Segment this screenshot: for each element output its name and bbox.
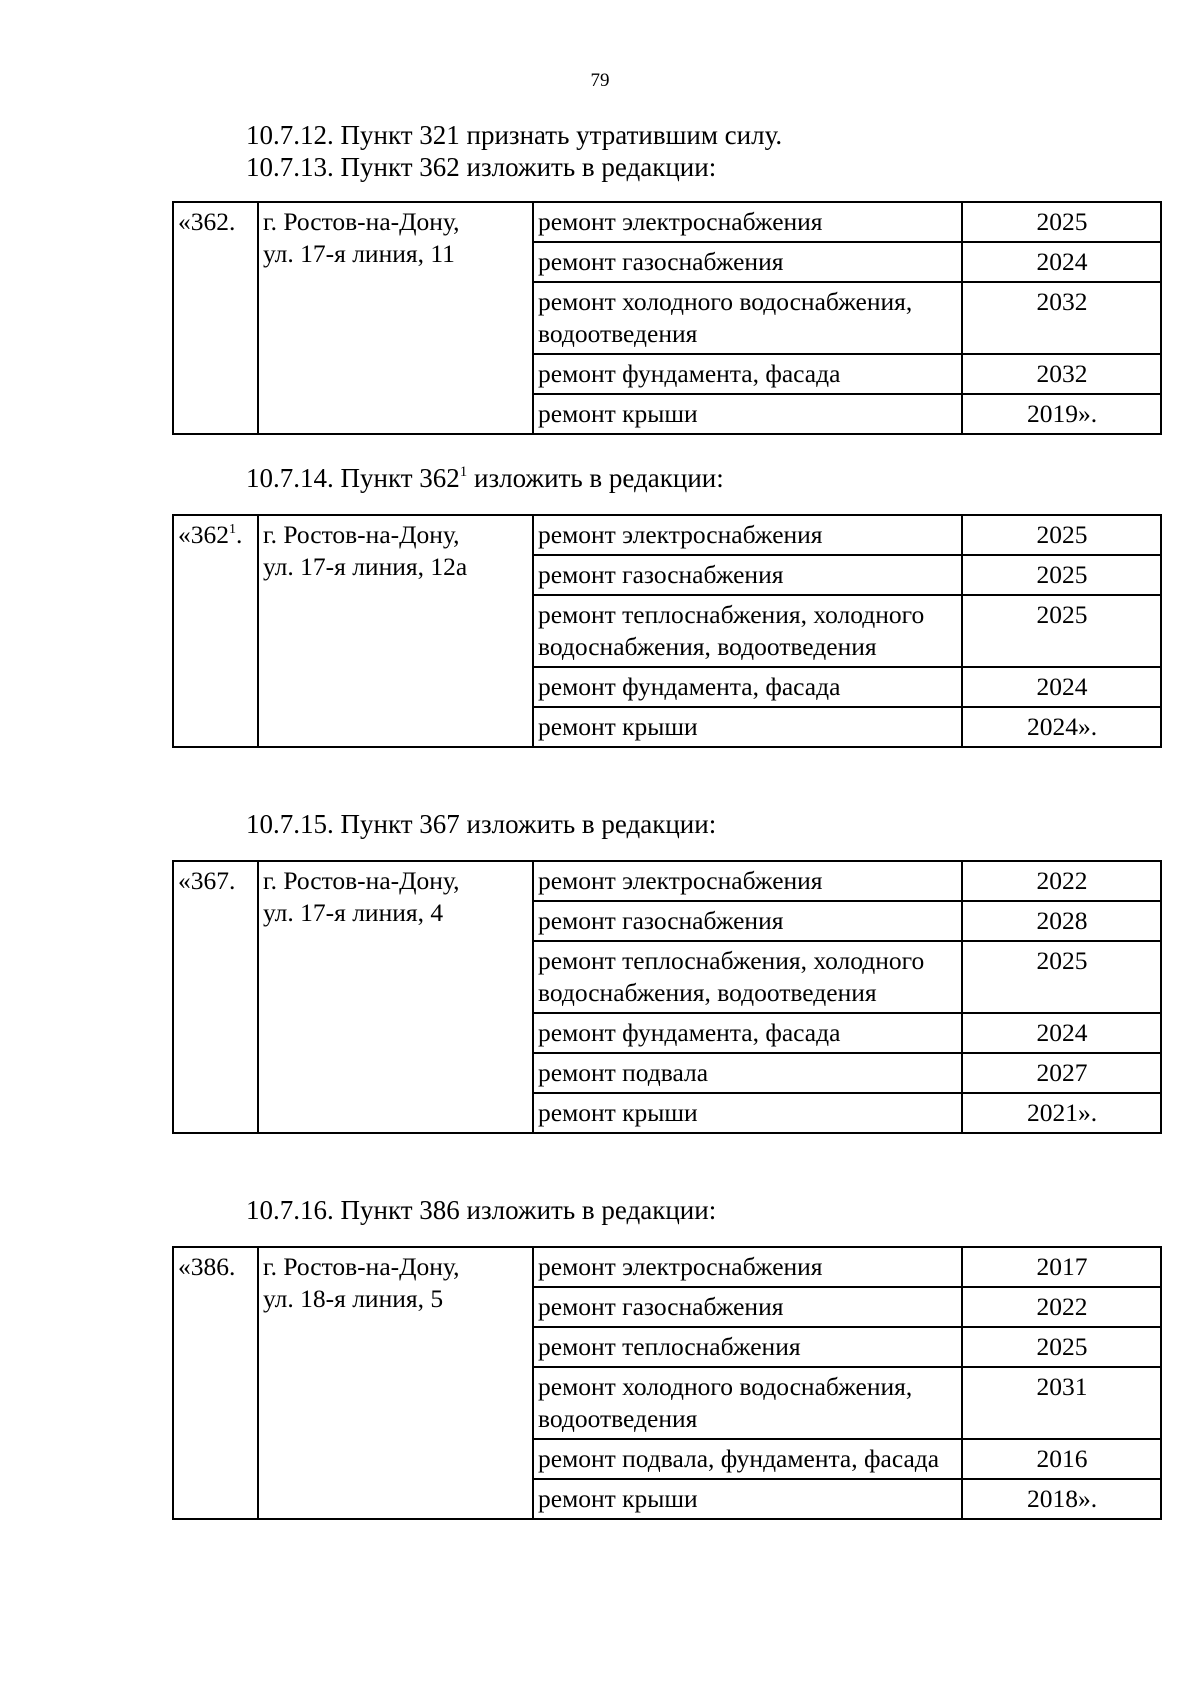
address-city: г. Ростов-на-Дону, [263,207,460,236]
item-table-386 [172,1246,1162,1520]
year-cell: 2025 [962,1327,1161,1367]
work-type-cell: ремонт электроснабжения [533,515,962,555]
year-cell: 2025 [962,595,1161,667]
item-number-cell [173,202,258,434]
work-type-cell: ремонт теплоснабжения, холодного водоснабжения, водоотведения [533,595,962,667]
work-type-cell: ремонт газоснабжения [533,555,962,595]
address-cell [258,515,533,747]
year-cell: 2025 [962,202,1161,242]
item-number-cell [173,515,258,747]
year-cell: 2032 [962,282,1161,354]
item-table-362 [172,201,1162,435]
work-type-cell: ремонт крыши [533,1479,962,1519]
year-cell: 2019». [962,394,1161,434]
work-type-cell: ремонт крыши [533,394,962,434]
address-city: г. Ростов-на-Дону, [263,1252,460,1281]
address-street: ул. 17-я линия, 12а [263,552,468,581]
work-type-cell: ремонт крыши [533,1093,962,1133]
year-cell: 2028 [962,901,1161,941]
work-type-cell: ремонт электроснабжения [533,1247,962,1287]
address-cell [258,1247,533,1519]
address-cell [258,202,533,434]
work-type-cell: ремонт фундамента, фасада [533,1013,962,1053]
item-number: «362. [178,207,236,236]
year-cell: 2032 [962,354,1161,394]
paragraph-10-7-13: 10.7.13. Пункт 362 изложить в редакции: [246,152,717,182]
work-type-cell: ремонт теплоснабжения, холодного водоснабжения, водоотведения [533,941,962,1013]
item-number-superscript: 1 [229,522,236,537]
work-type-cell: ремонт газоснабжения [533,1287,962,1327]
paragraph-10-7-16: 10.7.16. Пункт 386 изложить в редакции: [246,1195,717,1225]
year-cell: 2022 [962,1287,1161,1327]
work-type-cell: ремонт фундамента, фасада [533,354,962,394]
address-city: г. Ростов-на-Дону, [263,520,460,549]
work-type-cell: ремонт электроснабжения [533,861,962,901]
year-cell: 2022 [962,861,1161,901]
address-cell [258,861,533,1133]
page-number: 79 [590,70,610,91]
year-cell: 2024 [962,242,1161,282]
superscript: 1 [459,464,468,480]
year-cell: 2017 [962,1247,1161,1287]
work-type-cell: ремонт газоснабжения [533,242,962,282]
item-number-suffix: . [236,520,243,549]
year-cell: 2016 [962,1439,1161,1479]
year-cell: 2031 [962,1367,1161,1439]
work-type-cell: ремонт подвала, фундамента, фасада [533,1439,962,1479]
table-row [173,861,1161,901]
item-number-cell [173,1247,258,1519]
address-street: ул. 17-я линия, 4 [263,898,444,927]
address-street: ул. 18-я линия, 5 [263,1284,444,1313]
year-cell: 2024». [962,707,1161,747]
paragraph-text: изложить в редакции: [467,463,724,493]
work-type-cell: ремонт теплоснабжения [533,1327,962,1367]
table-row [173,515,1161,555]
paragraph-10-7-15: 10.7.15. Пункт 367 изложить в редакции: [246,809,717,839]
paragraph-10-7-12: 10.7.12. Пункт 321 признать утратившим силу. [246,120,783,150]
address-street: ул. 17-я линия, 11 [263,239,455,268]
year-cell: 2025 [962,941,1161,1013]
table-row [173,202,1161,242]
item-number: «386. [178,1252,236,1281]
work-type-cell: ремонт крыши [533,707,962,747]
paragraph-10-7-14 [246,462,724,494]
work-type-cell: ремонт электроснабжения [533,202,962,242]
item-number: «367. [178,866,236,895]
year-cell: 2025 [962,515,1161,555]
item-table-367 [172,860,1162,1134]
work-type-cell: ремонт фундамента, фасада [533,667,962,707]
year-cell: 2025 [962,555,1161,595]
year-cell: 2021». [962,1093,1161,1133]
item-number-cell [173,861,258,1133]
item-table-362-1 [172,514,1162,748]
year-cell: 2018». [962,1479,1161,1519]
item-number: «362 [178,520,229,549]
year-cell: 2024 [962,667,1161,707]
work-type-cell: ремонт подвала [533,1053,962,1093]
work-type-cell: ремонт холодного водоснабжения, водоотведения [533,282,962,354]
work-type-cell: ремонт холодного водоснабжения, водоотведения [533,1367,962,1439]
year-cell: 2024 [962,1013,1161,1053]
paragraph-text: 10.7.14. Пункт 362 [246,463,460,493]
table-row [173,1247,1161,1287]
work-type-cell: ремонт газоснабжения [533,901,962,941]
address-city: г. Ростов-на-Дону, [263,866,460,895]
year-cell: 2027 [962,1053,1161,1093]
